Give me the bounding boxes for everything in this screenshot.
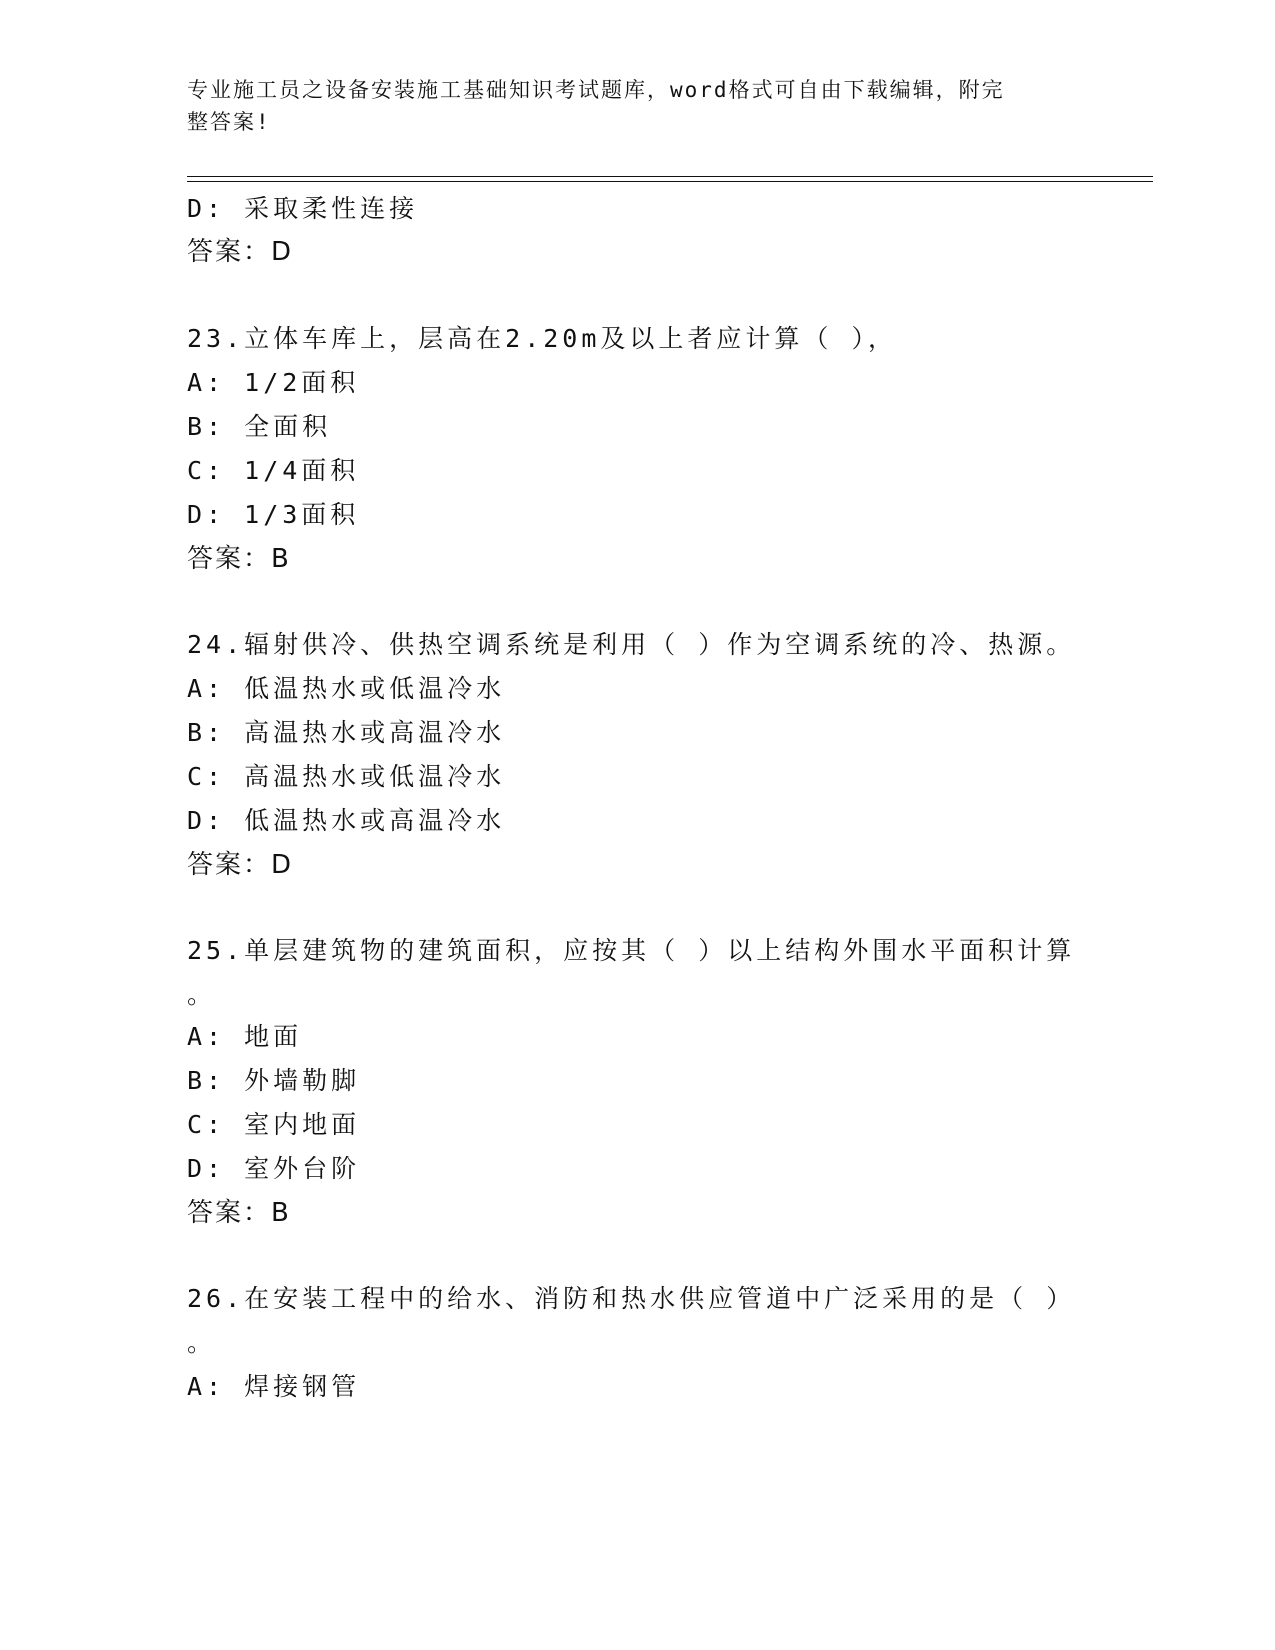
q26-stem-continuation: 。 [187, 1328, 217, 1357]
header-line-2: 整答案! [187, 110, 271, 134]
q25-option-c: C: 室内地面 [187, 1110, 361, 1139]
q24-option-d: D: 低温热水或高温冷水 [187, 806, 506, 835]
q25-stem-continuation: 。 [187, 980, 217, 1009]
q25-answer: 答案：B [187, 1198, 291, 1228]
q26-option-a: A: 焊接钢管 [187, 1372, 361, 1401]
q23-option-c: C: 1/4面积 [187, 456, 360, 485]
q23-option-b: B: 全面积 [187, 412, 332, 441]
q23-option-a: A: 1/2面积 [187, 368, 360, 397]
q26-stem: 26.在安装工程中的给水、消防和热水供应管道中广泛采用的是（ ） [187, 1284, 1076, 1313]
prev-option-d: D: 采取柔性连接 [187, 194, 419, 223]
q24-option-b: B: 高温热水或高温冷水 [187, 718, 506, 747]
q23-stem: 23.立体车库上，层高在2.20m及以上者应计算（ ）， [187, 324, 897, 353]
q24-option-a: A: 低温热水或低温冷水 [187, 674, 506, 703]
q25-option-b: B: 外墙勒脚 [187, 1066, 361, 1095]
header-divider-bottom [187, 181, 1153, 182]
q23-answer: 答案：B [187, 544, 291, 574]
header-divider-top [187, 176, 1153, 177]
q25-option-a: A: 地面 [187, 1022, 303, 1051]
q25-option-d: D: 室外台阶 [187, 1154, 361, 1183]
document-header [187, 74, 1067, 138]
q24-answer: 答案：D [187, 850, 294, 880]
header-line-1: 专业施工员之设备安装施工基础知识考试题库，word格式可自由下载编辑，附完 [187, 78, 1005, 102]
prev-answer: 答案：D [187, 237, 294, 267]
q24-option-c: C: 高温热水或低温冷水 [187, 762, 506, 791]
q24-stem: 24.辐射供冷、供热空调系统是利用（ ）作为空调系统的冷、热源。 [187, 630, 1076, 659]
q23-option-d: D: 1/3面积 [187, 500, 360, 529]
q25-stem: 25.单层建筑物的建筑面积，应按其（ ）以上结构外围水平面积计算 [187, 936, 1076, 965]
